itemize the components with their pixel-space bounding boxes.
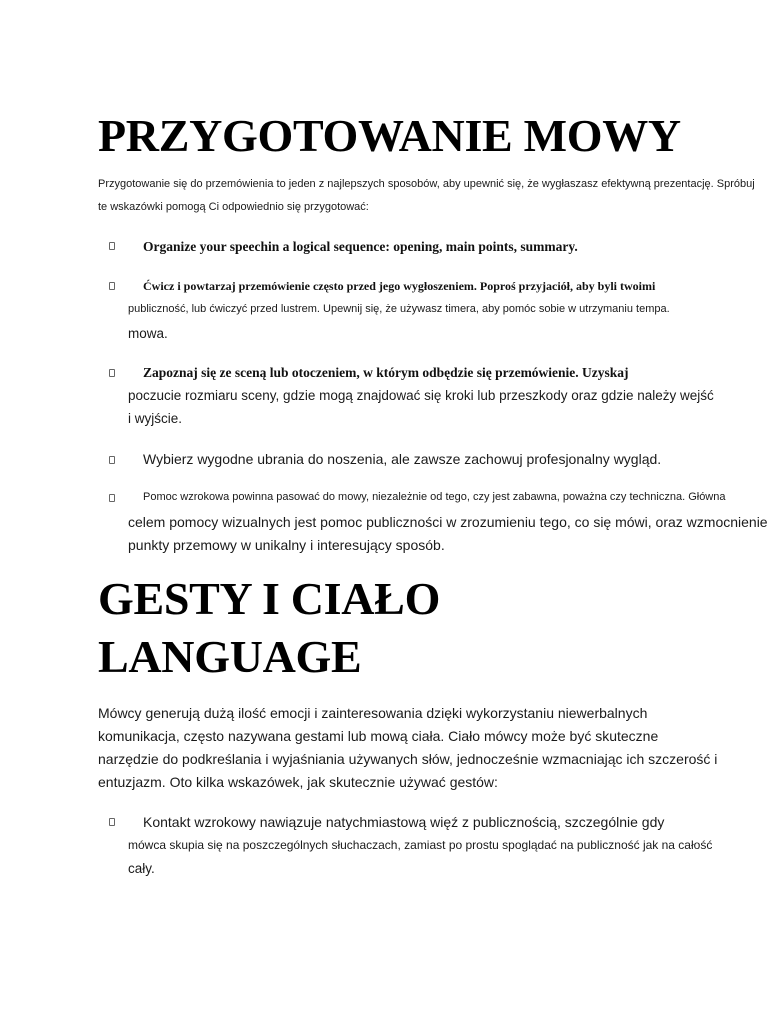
bullet-box-icon xyxy=(109,494,115,502)
paragraph-line: entuzjazm. Oto kilka wskazówek, jak skutecznie używać gestów: xyxy=(98,774,498,790)
list-item-text: mówca skupia się na poszczególnych słuchaczach, zamiast po prostu spoglądać na publiczność jak na całość xyxy=(128,838,713,852)
list-item-text: Ćwicz i powtarzaj przemówienie często przed jego wygłoszeniem. Poproś przyjaciół, aby byli twoimi xyxy=(143,279,656,293)
bullet-box-icon xyxy=(109,818,115,826)
list-item-text: Zapoznaj się ze sceną lub otoczeniem, w którym odbędzie się przemówienie. Uzyskaj xyxy=(143,365,629,380)
list-item-text: Wybierz wygodne ubrania do noszenia, ale zawsze zachowuj profesjonalny wygląd. xyxy=(143,451,662,467)
bullet-box-icon xyxy=(109,369,115,377)
list-item-text: punkty przemowy w unikalny i interesujący sposób. xyxy=(128,537,445,553)
paragraph-line: narzędzie do podkreślania i wyjaśniania używanych słów, jednocześnie wzmacniając ich szczerość i xyxy=(98,751,718,767)
bullet-box-icon xyxy=(109,456,115,464)
list-item-text: publiczność, lub ćwiczyć przed lustrem. Upewnij się, że używasz timera, aby pomóc sobie w utrzymaniu tempa. xyxy=(128,303,670,315)
section-title-gesty-line-1: GESTY I CIAŁO xyxy=(98,573,441,624)
intro-text-line-1: Przygotowanie się do przemówienia to jeden z najlepszych sposobów, aby upewnić się, że wygłaszasz efektywną prezentację. Spróbuj xyxy=(98,178,755,190)
paragraph-line: Mówcy generują dużą ilość emocji i zainteresowania dzięki wykorzystaniu niewerbalnych xyxy=(98,705,648,721)
list-item-text: Organize your speechin a logical sequence: opening, main points, summary. xyxy=(143,239,578,254)
section-title-gesty-line-2: LANGUAGE xyxy=(98,631,362,682)
list-item-text: celem pomocy wizualnych jest pomoc publiczności w zrozumieniu tego, co się mówi, oraz wzmocnienie xyxy=(128,514,768,530)
list-item-text: mowa. xyxy=(128,326,168,341)
intro-text-line-2: te wskazówki pomogą Ci odpowiednio się przygotować: xyxy=(98,201,369,213)
bullet-box-icon xyxy=(109,242,115,250)
paragraph-line: komunikacja, często nazywana gestami lub mową ciała. Ciało mówcy może być skuteczne xyxy=(98,728,659,744)
list-item-text: cały. xyxy=(128,861,155,876)
list-item-text: Pomoc wzrokowa powinna pasować do mowy, niezależnie od tego, czy jest zabawna, poważna czy techniczna. Główna xyxy=(143,491,726,503)
list-item-text: Kontakt wzrokowy nawiązuje natychmiastową więź z publicznością, szczególnie gdy xyxy=(143,814,665,830)
list-item-text: i wyjście. xyxy=(128,411,183,426)
list-item-text: poczucie rozmiaru sceny, gdzie mogą znajdować się kroki lub przeszkody oraz gdzie należy wejść xyxy=(128,388,714,403)
bullet-box-icon xyxy=(109,282,115,290)
section-title-przygotowanie: PRZYGOTOWANIE MOWY xyxy=(98,110,681,161)
